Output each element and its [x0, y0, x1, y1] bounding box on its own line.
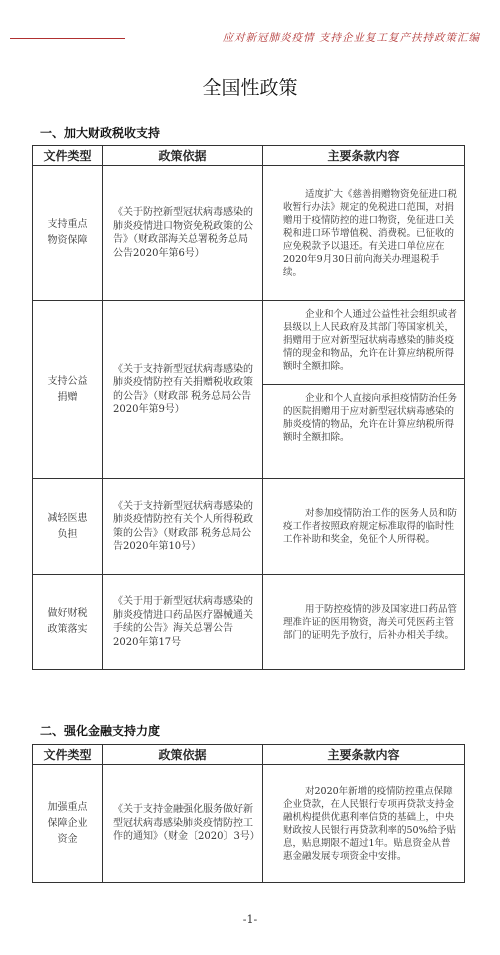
- category-cell: 支持重点物资保障: [33, 166, 103, 301]
- basis-cell: 《关于防控新型冠状病毒感染的肺炎疫情进口物资免税政策的公告》（财政部海关总署税务总局公告2020年第6号）: [103, 166, 263, 301]
- column-header: 文件类型: [33, 146, 103, 166]
- column-header: 政策依据: [103, 745, 263, 765]
- column-header: 主要条款内容: [263, 745, 465, 765]
- terms-cell: 适度扩大《慈善捐赠物资免征进口税收暂行办法》规定的免税进口范围，对捐赠用于疫情防控的进口物资，免征进口关税和进口环节增值税、消费税。已征收的应免税款予以退还。有关进口单位应在2020年9月30日前向海关办理退税手续。: [263, 166, 465, 301]
- policy-table: [32, 145, 465, 670]
- terms-paragraph: 企业和个人通过公益性社会组织或者县级以上人民政府及其部门等国家机关，捐赠用于应对新型冠状病毒感染的肺炎疫情的现金和物品，允许在计算应纳税所得额时全额扣除。: [263, 301, 464, 385]
- page-number: -1-: [242, 913, 258, 926]
- column-header: 主要条款内容: [263, 146, 465, 166]
- header-rule: [10, 38, 125, 39]
- table-row: [33, 765, 465, 883]
- basis-cell: 《关于支持新型冠状病毒感染的肺炎疫情防控有关个人所得税政策的公告》（财政部 税务总局公告2020年第10号）: [103, 479, 263, 575]
- running-header: [0, 28, 500, 50]
- terms-cell: [263, 301, 465, 479]
- section-heading: 二、强化金融支持力度: [40, 724, 161, 738]
- terms-cell: 对2020年新增的疫情防控重点保障企业贷款，在人民银行专项再贷款支持金融机构提供优惠利率信贷的基础上，中央财政按人民银行再贷款利率的50%给予贴息，贴息期限不超过1年。贴息资金从普惠金融发展专项资金中安排。: [263, 765, 465, 883]
- table-header-row: [33, 146, 465, 166]
- column-header: 文件类型: [33, 745, 103, 765]
- terms-cell: 对参加疫情防治工作的医务人员和防疫工作者按照政府规定标准取得的临时性工作补助和奖金，免征个人所得税。: [263, 479, 465, 575]
- table-header-row: [33, 745, 465, 765]
- column-header: 政策依据: [103, 146, 263, 166]
- category-cell: 支持公益捐赠: [33, 301, 103, 479]
- table-row: [33, 575, 465, 670]
- basis-cell: 《关于支持金融强化服务做好新型冠状病毒感染肺炎疫情防控工作的通知》（财金〔2020〕3号）: [103, 765, 263, 883]
- policy-table: [32, 744, 465, 883]
- terms-cell: 用于防控疫情的涉及国家进口药品管理准许证的医用物资，海关可凭医药主管部门的证明先予放行，后补办相关手续。: [263, 575, 465, 670]
- category-cell: 加强重点保障企业资金: [33, 765, 103, 883]
- terms-paragraph: 企业和个人直接向承担疫情防治任务的医院捐赠用于应对新型冠状病毒感染的肺炎疫情的物品，允许在计算应纳税所得额时全额扣除。: [283, 393, 458, 443]
- table-row: [33, 166, 465, 301]
- basis-cell: 《关于支持新型冠状病毒感染的肺炎疫情防控有关捐赠税收政策的公告》（财政部 税务总局公告2020年第9号）: [103, 301, 263, 479]
- category-cell: 减轻医患负担: [33, 479, 103, 575]
- table-row: [33, 479, 465, 575]
- section-heading: 一、加大财政税收支持: [40, 126, 161, 140]
- table-row: [33, 301, 465, 479]
- page-title: 全国性政策: [202, 77, 298, 99]
- running-title: 应对新冠肺炎疫情 支持企业复工复产扶持政策汇编: [222, 32, 480, 44]
- category-cell: 做好财税政策落实: [33, 575, 103, 670]
- basis-cell: 《关于用于新型冠状病毒感染的肺炎疫情进口药品医疗器械通关手续的公告》海关总署公告2020年第17号: [103, 575, 263, 670]
